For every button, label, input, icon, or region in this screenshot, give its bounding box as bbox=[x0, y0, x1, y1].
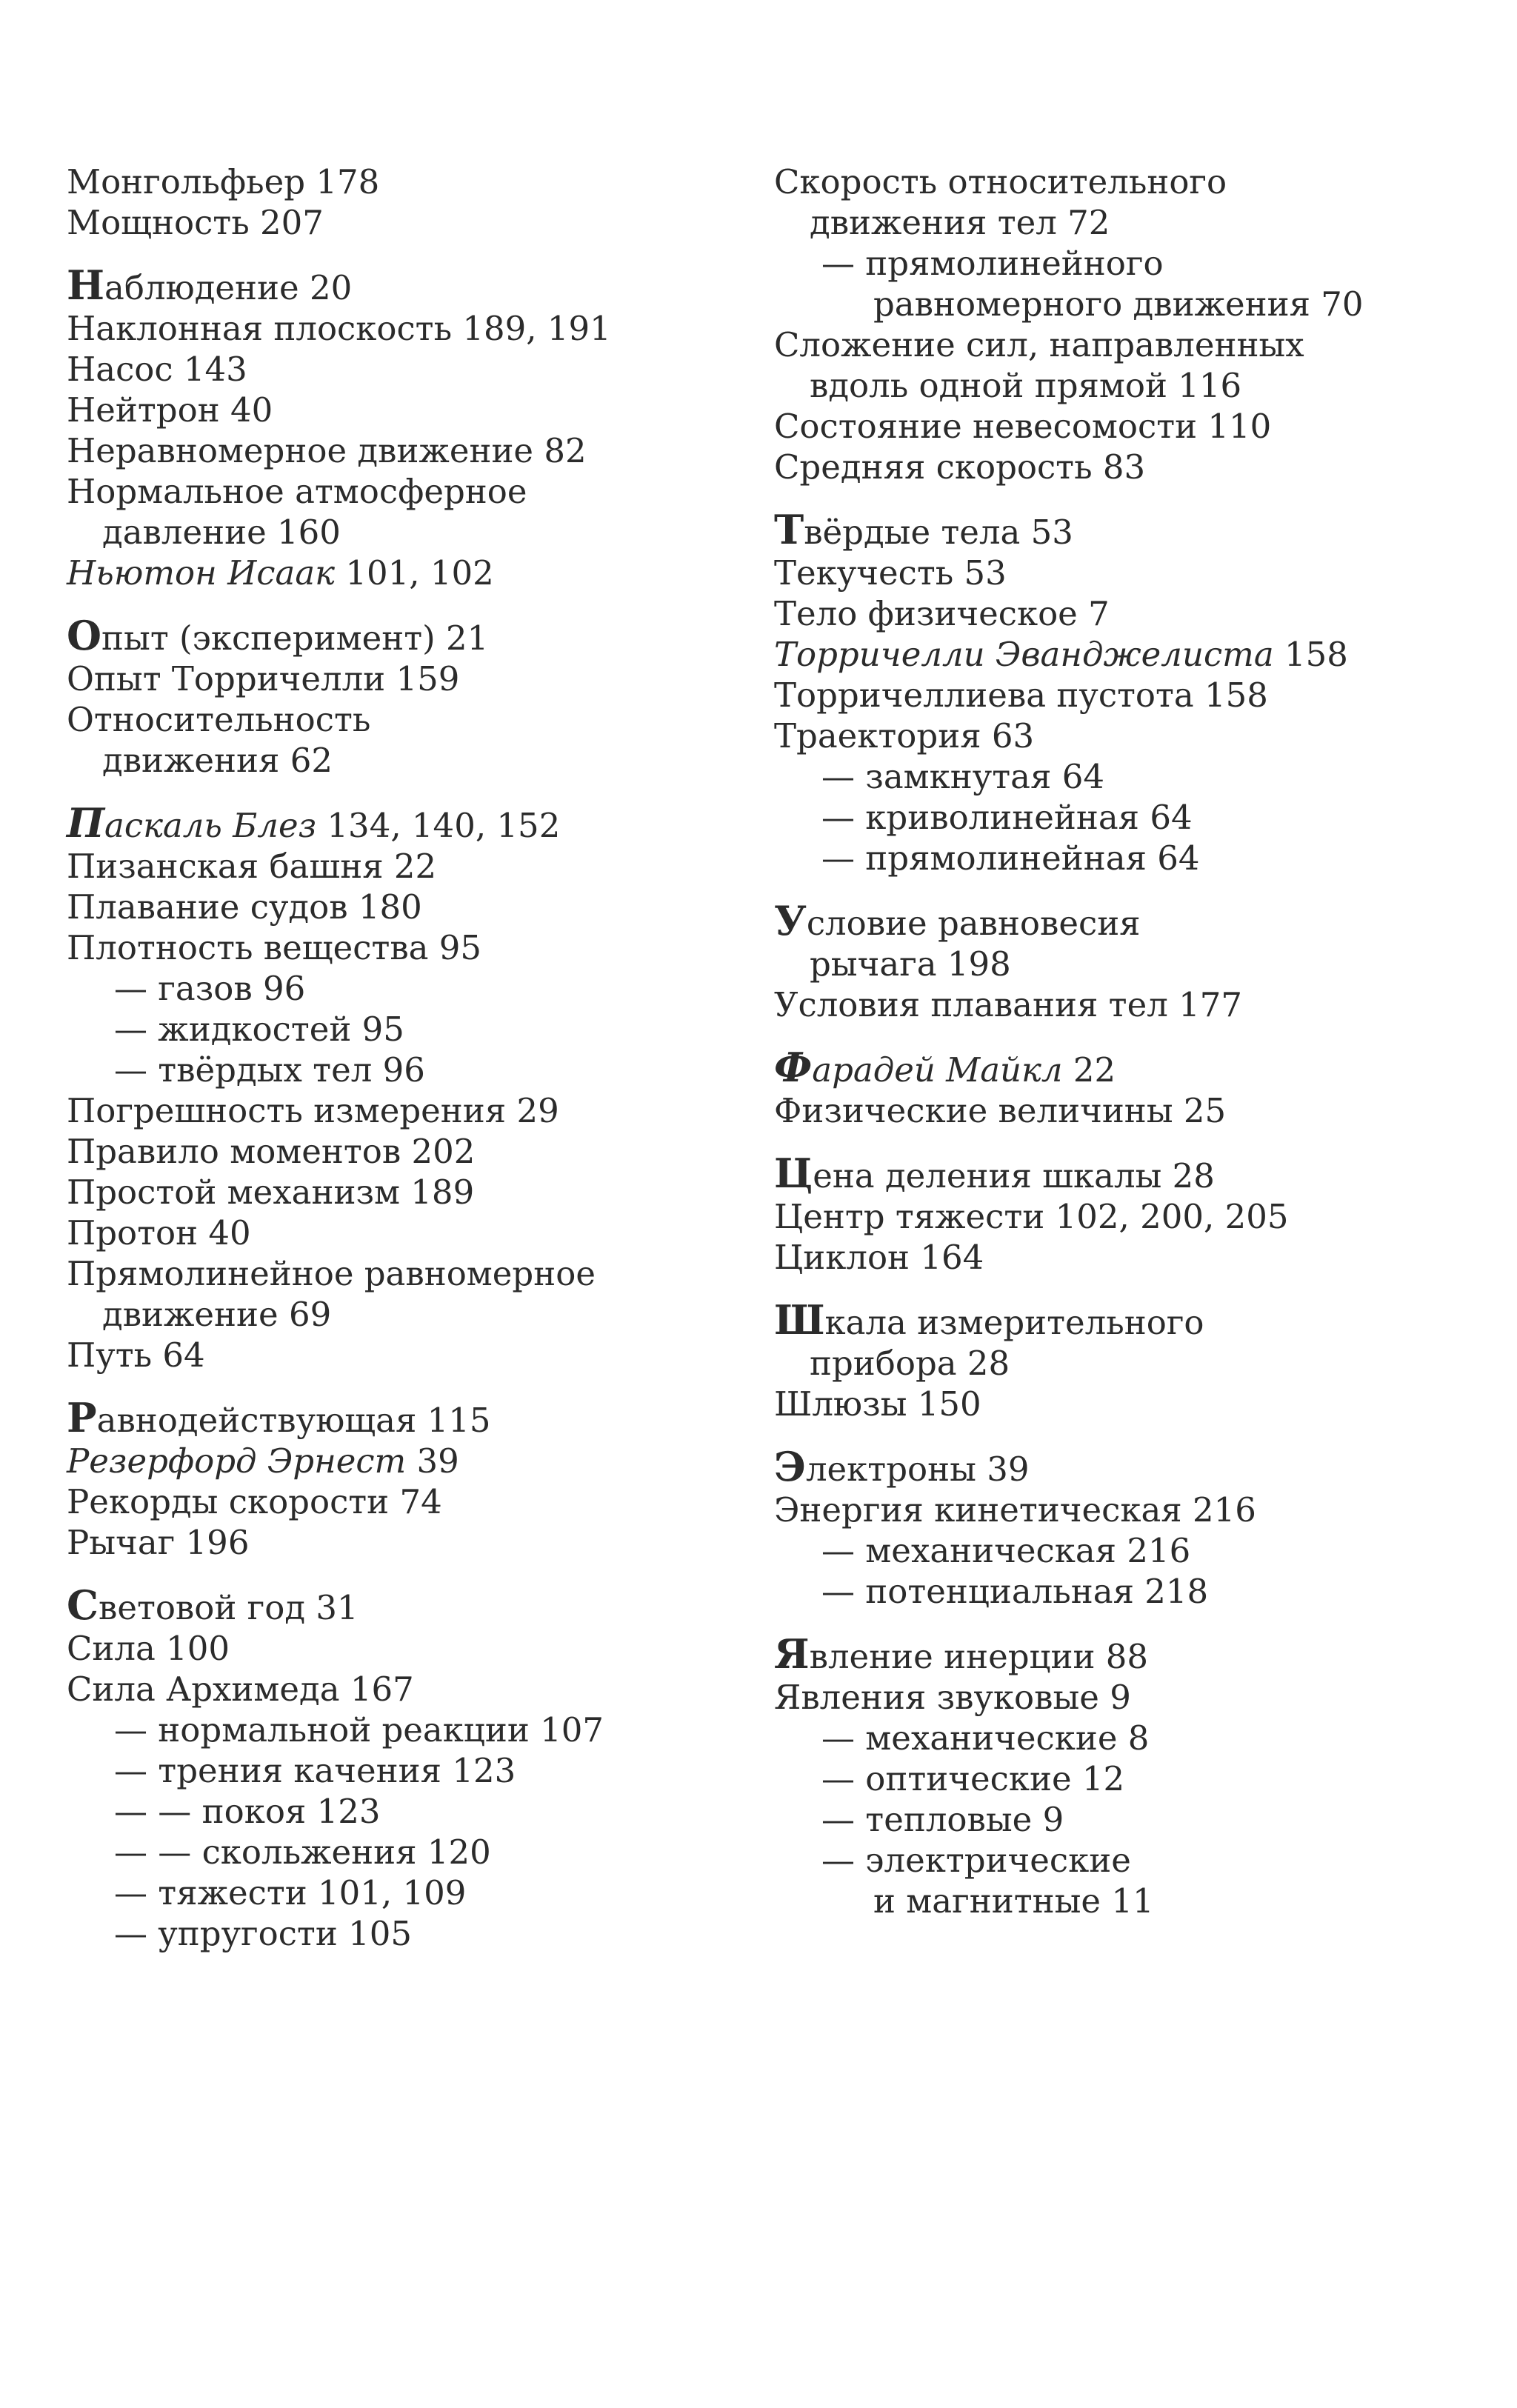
index-entry bbox=[774, 716, 1485, 756]
index-subentry bbox=[774, 1530, 1485, 1571]
index-subentry bbox=[67, 968, 778, 1009]
index-entry-text: Шкала измерительного bbox=[774, 1296, 1204, 1344]
index-entry bbox=[774, 897, 1485, 984]
index-entry-text: Правило моментов 202 bbox=[67, 1132, 476, 1171]
index-entry bbox=[67, 1172, 778, 1213]
index-entry bbox=[67, 430, 778, 471]
index-entry bbox=[774, 675, 1485, 716]
index-entry-text: Нейтрон 40 bbox=[67, 390, 273, 430]
index-entry bbox=[774, 1196, 1485, 1237]
index-subentry bbox=[774, 1571, 1485, 1612]
index-subentry bbox=[774, 756, 1485, 797]
index-subentry bbox=[774, 1718, 1485, 1758]
index-entry bbox=[774, 1237, 1485, 1278]
index-entry bbox=[774, 553, 1485, 593]
index-entry-text: Состояние невесомости 110 bbox=[774, 407, 1272, 446]
index-subentry bbox=[774, 1758, 1485, 1799]
index-entry bbox=[67, 1581, 778, 1629]
index-entry-text: — потенциальная 218 bbox=[821, 1572, 1209, 1611]
index-entry bbox=[774, 1150, 1485, 1197]
index-entry-text: Паскаль Блез 134, 140, 152 bbox=[67, 799, 561, 847]
index-entry-text: Скорость относительного bbox=[774, 162, 1227, 201]
index-entry-text: Плавание судов 180 bbox=[67, 887, 422, 927]
index-entry-text: Резерфорд Эрнест 39 bbox=[67, 1441, 459, 1481]
index-entry bbox=[774, 1090, 1485, 1131]
index-entry-text: — тяжести 101, 109 bbox=[114, 1873, 467, 1912]
index-column-right bbox=[774, 161, 1485, 1944]
index-entry-text: Прямолинейное равномерное bbox=[67, 1254, 596, 1293]
index-entry bbox=[774, 1490, 1485, 1530]
index-entry bbox=[67, 1628, 778, 1669]
index-entry-text: Тело физическое 7 bbox=[774, 594, 1110, 633]
index-entry-text: — электрические bbox=[821, 1841, 1131, 1880]
index-entry-text: Сила Архимеда 167 bbox=[67, 1670, 414, 1709]
index-subentry bbox=[774, 243, 1485, 324]
index-entry bbox=[67, 927, 778, 968]
index-entry-text: Монгольфьер 178 bbox=[67, 162, 380, 201]
index-entry-text: Световой год 31 bbox=[67, 1581, 359, 1629]
index-entry bbox=[774, 447, 1485, 487]
index-entry-text: Условия плавания тел 177 bbox=[774, 985, 1242, 1024]
index-entry bbox=[67, 1253, 778, 1335]
index-entry bbox=[67, 1131, 778, 1172]
index-letter-group bbox=[774, 1044, 1485, 1131]
index-entry bbox=[67, 1441, 778, 1481]
index-entry-text: Фарадей Майкл 22 bbox=[774, 1044, 1116, 1091]
index-entry bbox=[774, 634, 1485, 675]
index-entry bbox=[67, 1522, 778, 1563]
index-entry-text: Простой механизм 189 bbox=[67, 1173, 475, 1212]
index-letter-group bbox=[774, 1296, 1485, 1424]
index-entry-text: Траектория 63 bbox=[774, 716, 1035, 756]
index-entry bbox=[67, 1481, 778, 1522]
index-entry-continuation: прибора 28 bbox=[810, 1344, 1010, 1383]
index-entry-text: Физические величины 25 bbox=[774, 1091, 1227, 1130]
index-entry-continuation: рычага 198 bbox=[810, 944, 1011, 984]
index-entry-text: Торричеллиева пустота 158 bbox=[774, 676, 1268, 715]
index-entry-text: — жидкостей 95 bbox=[114, 1010, 404, 1049]
index-letter-group bbox=[774, 161, 1485, 487]
index-entry-text: Цена деления шкалы 28 bbox=[774, 1150, 1215, 1197]
index-subentry bbox=[67, 1050, 778, 1090]
index-entry-continuation: вдоль одной прямой 116 bbox=[810, 366, 1242, 405]
index-entry bbox=[67, 799, 778, 847]
index-entry bbox=[67, 612, 778, 659]
index-entry bbox=[67, 1669, 778, 1710]
index-entry bbox=[67, 202, 778, 243]
index-letter-group bbox=[67, 799, 778, 1375]
index-entry-text: Насос 143 bbox=[67, 350, 247, 389]
index-entry-text: — механические 8 bbox=[821, 1718, 1150, 1758]
index-entry-text: Текучесть 53 bbox=[774, 553, 1007, 593]
index-subentry bbox=[774, 1799, 1485, 1840]
index-entry bbox=[67, 658, 778, 699]
index-entry bbox=[67, 1394, 778, 1441]
index-entry-text: Опыт (эксперимент) 21 bbox=[67, 612, 489, 659]
index-entry-text: — механическая 216 bbox=[821, 1531, 1191, 1570]
index-entry-text: Наклонная плоскость 189, 191 bbox=[67, 309, 611, 348]
index-letter-group bbox=[774, 897, 1485, 1025]
index-entry-continuation: движения 62 bbox=[102, 741, 333, 780]
index-entry bbox=[774, 324, 1485, 406]
index-entry bbox=[774, 1443, 1485, 1490]
index-entry-text: Относительность bbox=[67, 700, 371, 739]
index-entry-text: Ньютон Исаак 101, 102 bbox=[67, 553, 494, 593]
index-entry bbox=[774, 406, 1485, 447]
index-entry-text: Пизанская башня 22 bbox=[67, 847, 437, 886]
index-entry-text: — оптические 12 bbox=[821, 1759, 1125, 1798]
index-entry bbox=[67, 699, 778, 781]
index-subentry bbox=[67, 1832, 778, 1872]
index-entry-text: Циклон 164 bbox=[774, 1238, 984, 1277]
index-entry bbox=[67, 308, 778, 349]
index-entry-text: — тепловые 9 bbox=[821, 1800, 1064, 1839]
index-entry-text: Погрешность измерения 29 bbox=[67, 1091, 559, 1130]
index-entry-text: — нормальной реакции 107 bbox=[114, 1710, 604, 1750]
index-entry bbox=[774, 1296, 1485, 1384]
index-entry-text: — упругости 105 bbox=[114, 1914, 413, 1953]
index-entry-text: Рычаг 196 bbox=[67, 1523, 250, 1562]
index-entry-continuation: движение 69 bbox=[102, 1295, 332, 1334]
index-entry-text: Шлюзы 150 bbox=[774, 1384, 981, 1424]
index-entry-text: Рекорды скорости 74 bbox=[67, 1482, 442, 1521]
index-entry-text: Сила 100 bbox=[67, 1629, 230, 1668]
index-entry-text: Твёрдые тела 53 bbox=[774, 506, 1073, 553]
index-entry-text: Явление инерции 88 bbox=[774, 1630, 1149, 1678]
index-entry bbox=[774, 1630, 1485, 1678]
index-letter-group bbox=[67, 1581, 778, 1954]
index-entry-text: Наблюдение 20 bbox=[67, 261, 353, 309]
index-entry-text: Неравномерное движение 82 bbox=[67, 431, 587, 470]
index-entry-continuation: равномерного движения 70 bbox=[873, 284, 1364, 324]
index-entry-text: Мощность 207 bbox=[67, 203, 324, 242]
index-entry bbox=[774, 1384, 1485, 1424]
index-entry bbox=[774, 506, 1485, 553]
index-entry-text: — прямолинейная 64 bbox=[821, 838, 1200, 878]
index-entry-text: — замкнутая 64 bbox=[821, 757, 1104, 796]
index-entry-text: — газов 96 bbox=[114, 969, 306, 1008]
index-entry-text: Средняя скорость 83 bbox=[774, 447, 1146, 487]
index-entry bbox=[774, 593, 1485, 634]
index-entry-text: — трения качения 123 bbox=[114, 1751, 516, 1790]
index-letter-group bbox=[67, 261, 778, 593]
index-entry-text: Электроны 39 bbox=[774, 1443, 1030, 1490]
index-entry-text: — прямолинейного bbox=[821, 244, 1164, 283]
index-letter-group bbox=[67, 1394, 778, 1563]
index-entry-text: — — скольжения 120 bbox=[114, 1832, 491, 1872]
index-entry-text: Нормальное атмосферное bbox=[67, 472, 527, 511]
index-letter-group bbox=[774, 1150, 1485, 1278]
index-entry-continuation: давление 160 bbox=[102, 513, 341, 552]
index-entry-text: — твёрдых тел 96 bbox=[114, 1050, 425, 1090]
index-letter-group bbox=[67, 612, 778, 781]
index-column-left bbox=[67, 161, 778, 1976]
index-entry-text: Путь 64 bbox=[67, 1335, 205, 1375]
index-entry-text: Центр тяжести 102, 200, 205 bbox=[774, 1197, 1289, 1236]
index-entry bbox=[67, 471, 778, 553]
index-subentry bbox=[67, 1872, 778, 1913]
index-entry bbox=[774, 984, 1485, 1025]
index-entry-text: Условие равновесия bbox=[774, 897, 1141, 944]
index-entry-text: Опыт Торричелли 159 bbox=[67, 659, 460, 698]
index-subentry bbox=[774, 797, 1485, 838]
index-entry bbox=[67, 846, 778, 887]
index-entry-text: — криволинейная 64 bbox=[821, 798, 1193, 837]
index-letter-group bbox=[774, 506, 1485, 878]
index-entry bbox=[67, 161, 778, 202]
index-entry-text: Протон 40 bbox=[67, 1213, 251, 1253]
index-subentry bbox=[67, 1009, 778, 1050]
index-entry bbox=[67, 390, 778, 430]
index-entry bbox=[67, 261, 778, 309]
index-entry-text: Явления звуковые 9 bbox=[774, 1678, 1131, 1717]
index-entry bbox=[67, 887, 778, 927]
index-letter-group bbox=[774, 1630, 1485, 1921]
index-entry bbox=[774, 1677, 1485, 1718]
index-entry-text: Равнодействующая 115 bbox=[67, 1394, 491, 1441]
index-entry-text: Плотность вещества 95 bbox=[67, 928, 482, 967]
index-entry-text: Сложение сил, направленных bbox=[774, 325, 1304, 364]
index-letter-group bbox=[67, 161, 778, 243]
index-entry-text: — — покоя 123 bbox=[114, 1792, 381, 1831]
index-entry-text: Торричелли Эванджелиста 158 bbox=[774, 635, 1348, 674]
index-subentry bbox=[774, 838, 1485, 878]
index-subentry bbox=[67, 1710, 778, 1750]
index-subentry bbox=[67, 1750, 778, 1791]
index-entry bbox=[774, 1044, 1485, 1091]
index-entry bbox=[67, 349, 778, 390]
index-entry-continuation: и магнитные 11 bbox=[873, 1881, 1154, 1921]
index-entry bbox=[774, 161, 1485, 243]
index-entry-continuation: движения тел 72 bbox=[810, 203, 1110, 242]
index-subentry bbox=[67, 1791, 778, 1832]
index-entry bbox=[67, 1090, 778, 1131]
index-entry bbox=[67, 1213, 778, 1253]
index-entry bbox=[67, 1335, 778, 1375]
index-entry-text: Энергия кинетическая 216 bbox=[774, 1490, 1256, 1530]
index-letter-group bbox=[774, 1443, 1485, 1612]
index-subentry bbox=[774, 1840, 1485, 1921]
index-subentry bbox=[67, 1913, 778, 1954]
index-entry bbox=[67, 553, 778, 593]
